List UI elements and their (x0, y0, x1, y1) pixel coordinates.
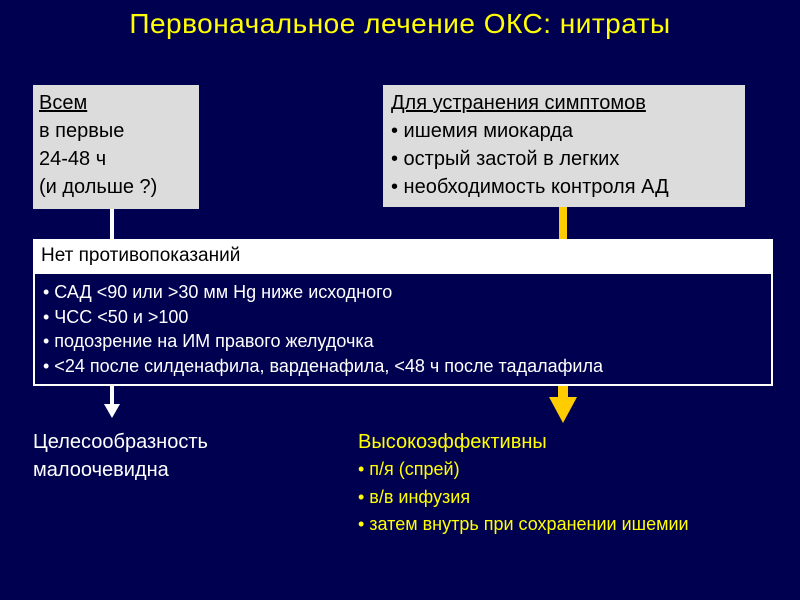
contraindication-item: • ЧСС <50 и >100 (43, 306, 189, 327)
outcome-effective-item: • в/в инфузия (358, 486, 471, 507)
outcome-effective-item: • п/я (спрей) (358, 459, 460, 479)
box-all-patients-line: 24-48 ч (39, 148, 107, 170)
slide-title: Первоначальное лечение ОКС: нитраты (129, 8, 671, 39)
outcome-effective-heading: Высокоэффективны (358, 431, 547, 453)
outcome-effective (358, 428, 689, 539)
symptom-item: • необходимость контроля АД (391, 176, 669, 198)
box-symptom-relief-heading: Для устранения симптомов (391, 92, 646, 114)
symptom-item: • ишемия миокарда (391, 120, 574, 142)
contraindication-item: • САД <90 или >30 мм Hg ниже исходного (43, 282, 393, 302)
arrow-stem-left (110, 386, 114, 404)
box-all-patients-line: в первые (39, 120, 125, 142)
outcome-unclear (33, 428, 208, 484)
symptom-item: • острый застой в легких (391, 148, 620, 170)
arrow-down-icon (549, 397, 577, 423)
outcome-effective-item: • затем внутрь при сохранении ишемии (358, 514, 689, 534)
outcome-unclear-line: Целесообразность (33, 431, 208, 453)
box-symptom-relief (383, 85, 745, 207)
box-all-patients-line: (и дольше ?) (39, 176, 158, 198)
contraindications-header: Нет противопоказаний (33, 239, 773, 272)
contraindication-item: • <24 после силденафила, варденафила, <48 ч после тадалафила (43, 355, 603, 376)
connector-line-left (110, 209, 114, 239)
arrow-down-icon (104, 404, 120, 418)
box-all-patients-heading: Всем (39, 92, 88, 114)
connector-line-right (559, 207, 567, 239)
contraindication-item: • подозрение на ИМ правого желудочка (43, 331, 374, 351)
outcome-unclear-line: малоочевидна (33, 459, 169, 481)
contraindications-list (33, 272, 773, 386)
box-all-patients (33, 85, 199, 209)
